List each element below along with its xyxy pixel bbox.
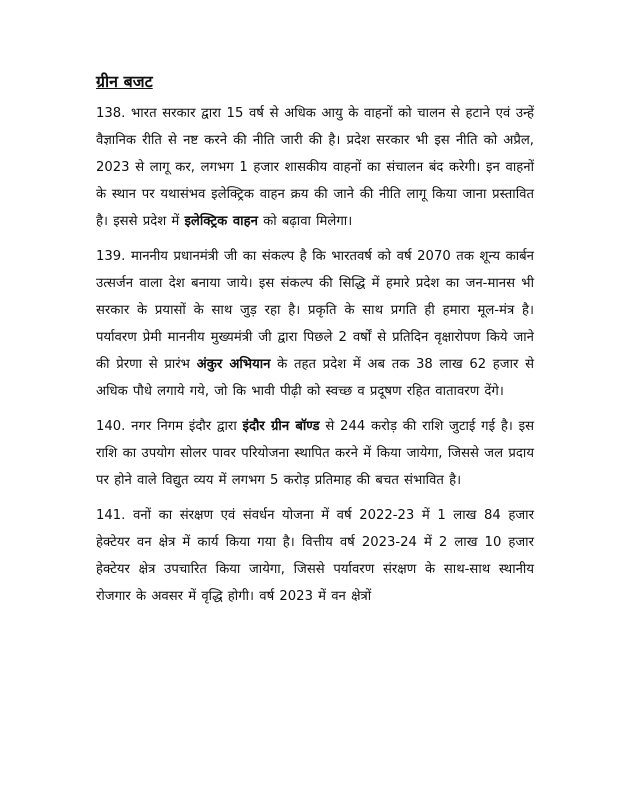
paragraph-text: 138. भारत सरकार द्वारा 15 वर्ष से अधिक आयु के वाहनों को चालन से हटाने एवं उन्हें वैज्ञानिक रीति से नष्ट करने की नीति जारी की है। प्रदेश सरकार भी इस नीति को अप्रैल, 2023 से लागू कर, लगभग 1 हजार शासकीय वाहनों का संचालन बंद करेगी। इन वाहनों के स्थान पर यथासंभव इलेक्ट्रिक वाहन क्रय की जाने की नीति लागू किया जाना प्रस्तावित है। इससे प्रदेश में: [96, 106, 534, 229]
paragraph-139: [96, 243, 534, 405]
paragraph-text: से 244 करोड़ की राशि जुटाई गई है। इस राशि का उपयोग सोलर पावर परियोजना स्थापित करने में किया जायेगा, जिससे जल प्रदाय पर होने वाले विद्युत व्यय में लगभग 5 करोड़ प्रतिमाह की बचत संभावित है।: [96, 419, 534, 488]
bold-term-ankur-abhiyan: अंकुर अभियान: [196, 357, 271, 372]
bold-term-indore-green-bond: इंदौर ग्रीन बॉण्ड: [242, 419, 320, 434]
paragraph-text: को बढ़ावा मिलेगा।: [257, 214, 353, 229]
paragraph-138: [96, 100, 534, 235]
document-page: [96, 70, 534, 618]
paragraph-text: 141. वनों का संरक्षण एवं संवर्धन योजना में वर्ष 2022-23 में 1 लाख 84 हजार हेक्टेयर वन क्षेत्र में कार्य किया गया है। वित्तीय वर्ष 2023-24 में 2 लाख 10 हजार हेक्टेयर क्षेत्र उपचारित किया जायेगा, जिससे पर्यावरण संरक्षण के साथ-साथ स्थानीय रोजगार के अवसर में वृद्धि होगी। वर्ष 2023 में वन क्षेत्रों: [96, 508, 534, 604]
section-heading: ग्रीन बजट: [96, 72, 153, 91]
bold-term-electric-vehicle: इलेक्ट्रिक वाहन: [184, 214, 258, 229]
paragraph-text: 139. माननीय प्रधानमंत्री जी का संकल्प है कि भारतवर्ष को वर्ष 2070 तक शून्य कार्बन उत्सर्जन वाला देश बनाया जाये। इस संकल्प की सिद्धि में हमारे प्रदेश का जन-मानस भी सरकार के प्रयासों के साथ जुड़ रहा है। प्रकृति के साथ प्रगति ही हमारा मूल-मंत्र है। पर्यावरण प्रेमी माननीय मुख्यमंत्री जी द्वारा पिछले 2 वर्षों से प्रतिदिन वृक्षारोपण किये जाने की प्रेरणा से प्रारंभ: [96, 249, 534, 372]
paragraph-140: [96, 413, 534, 494]
paragraph-141: [96, 502, 534, 610]
paragraph-text: के तहत प्रदेश में अब तक 38 लाख 62 हजार से अधिक पौधे लगाये गये, जो कि भावी पीढ़ी को स्वच्छ व प्रदूषण रहित वातावरण देंगे।: [96, 357, 534, 399]
paragraph-text: 140. नगर निगम इंदौर द्वारा: [96, 419, 243, 434]
